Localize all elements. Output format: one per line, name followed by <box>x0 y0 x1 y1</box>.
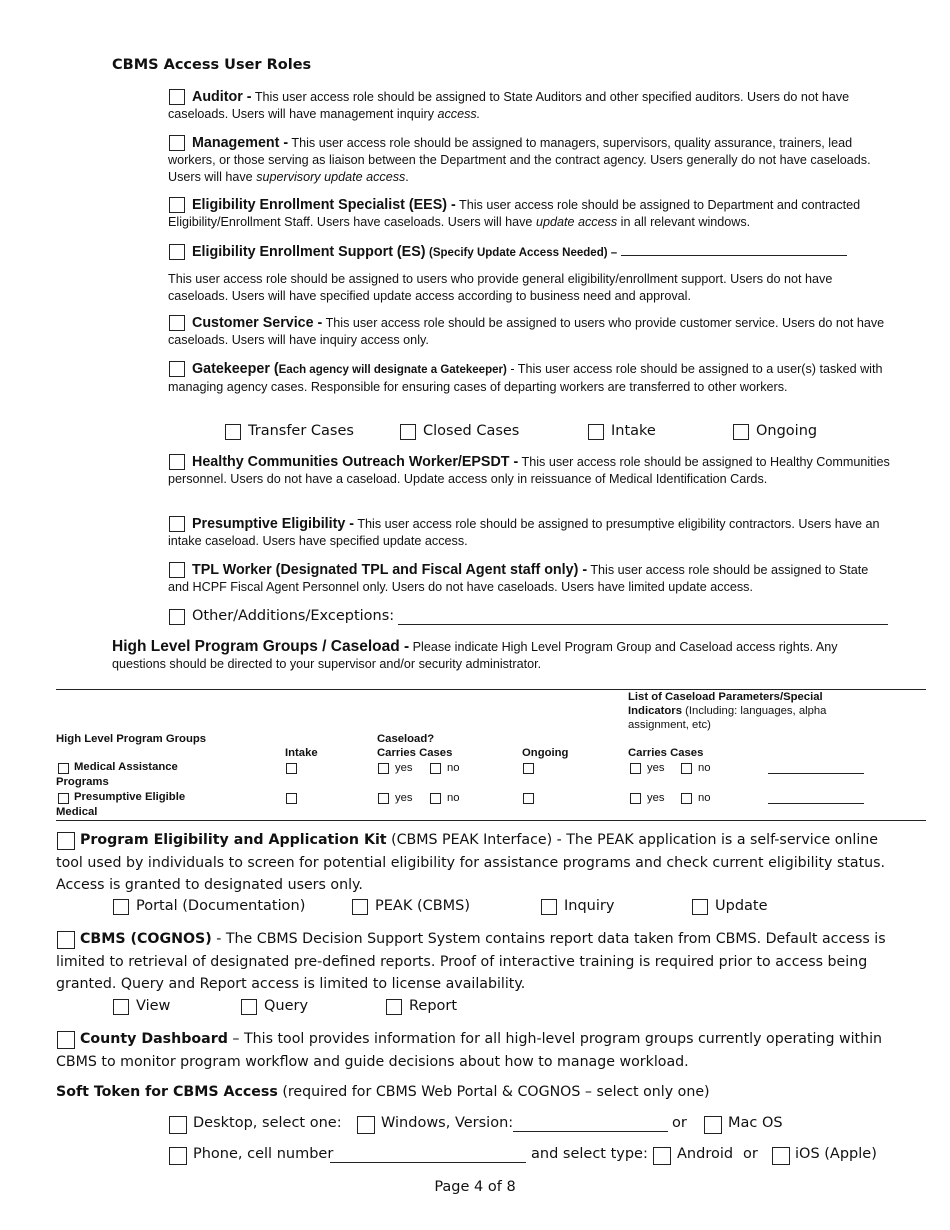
gatekeeper-intake-label: Intake <box>611 423 656 439</box>
desktop-label: Desktop, select one: <box>193 1115 342 1131</box>
peak-cbms-label: PEAK (CBMS) <box>375 898 471 914</box>
or-label: or <box>672 1115 687 1131</box>
ios-label: iOS (Apple) <box>795 1146 877 1162</box>
cognos-query-checkbox[interactable] <box>241 999 257 1015</box>
transfer-cases-label: Transfer Cases <box>248 423 354 439</box>
medical-assistance-ongoing-checkbox[interactable] <box>523 763 534 774</box>
row-label: Programs <box>56 776 109 788</box>
col-program-header: High Level Program Groups <box>56 733 207 745</box>
role-gatekeeper: Gatekeeper (Each agency will designate a Gatekeeper) - This user access role should be assigned to a user(s) tasked with managing agency cases. Responsible for ensuring cases of departing workers are transferred to other workers. <box>168 361 883 394</box>
peak-update-checkbox[interactable] <box>692 899 708 915</box>
row-label: Presumptive Eligible <box>74 791 186 803</box>
medical-assistance-carries-yes[interactable] <box>630 763 641 774</box>
role-customer-service: Customer Service - This user access role should be assigned to users who provide customer service. Users do not have caseloads. Users will have inquiry access only. <box>168 315 885 347</box>
cognos-description: CBMS (COGNOS) - The CBMS Decision Support System contains report data taken from CBMS. Default access is limited to retrieval of designated pre-defined reports. Proof of interactive training is required prior to access being granted. Query and Report access is limited to license availability. <box>56 931 886 992</box>
yes-label: yes <box>647 792 665 804</box>
role-tpl-worker: TPL Worker (Designated TPL and Fiscal Agent staff only) - This user access role should be assigned to State and HCPF Fiscal Agent Personnel only. Users do not have caseloads. Users have limited update access. <box>168 562 869 594</box>
county-dashboard-description: County Dashboard – This tool provides information for all high-level program groups currently operating within CBMS to monitor program workflow and guide decisions about how to manage workload. <box>56 1031 883 1070</box>
desktop-checkbox[interactable] <box>169 1116 187 1134</box>
android-label: Android <box>677 1146 734 1162</box>
peak-inquiry-label: Inquiry <box>564 898 615 914</box>
cell-number-line[interactable] <box>330 1162 526 1163</box>
cognos-query-label: Query <box>264 998 309 1014</box>
col-ongoing-header: Ongoing <box>522 747 569 759</box>
section-title: CBMS Access User Roles <box>112 57 312 73</box>
presumptive-eligible-carries-yes[interactable] <box>630 793 641 804</box>
portal-documentation-checkbox[interactable] <box>113 899 129 915</box>
row-label: Medical Assistance <box>74 761 178 773</box>
no-label: no <box>447 792 460 804</box>
role-es-heading: Eligibility Enrollment Support (ES) (Specify Update Access Needed) – <box>168 244 890 262</box>
gatekeeper-ongoing-checkbox[interactable] <box>733 424 749 440</box>
no-label: no <box>447 762 460 774</box>
closed-cases-label: Closed Cases <box>423 423 520 439</box>
closed-cases-checkbox[interactable] <box>400 424 416 440</box>
role-healthy-communities: Healthy Communities Outreach Worker/EPSDT - This user access role should be assigned to Healthy Communities personnel. Users do not have a caseload. Update access only in reissuance of Medical Identification Cards. <box>168 454 890 486</box>
windows-version-line[interactable] <box>513 1131 668 1132</box>
role-es-text: This user access role should be assigned to users who provide general eligibility/enrollment support. Users do not have caseloads. Users will have specified update access according to business need and approval. <box>168 272 833 303</box>
mac-os-checkbox[interactable] <box>704 1116 722 1134</box>
medical-assistance-carries-no[interactable] <box>681 763 692 774</box>
other-line[interactable] <box>398 624 888 625</box>
presumptive-eligible-parameters-line[interactable] <box>768 803 864 804</box>
peak-update-label: Update <box>715 898 768 914</box>
soft-token-heading: Soft Token for CBMS Access (required for CBMS Web Portal & COGNOS – select only one) <box>56 1084 710 1100</box>
medical-assistance-caseload-yes[interactable] <box>378 763 389 774</box>
presumptive-eligible-checkbox[interactable] <box>58 793 69 804</box>
gatekeeper-ongoing-label: Ongoing <box>756 423 818 439</box>
no-label: no <box>698 762 711 774</box>
windows-checkbox[interactable] <box>357 1116 375 1134</box>
role-ees: Eligibility Enrollment Specialist (EES) - This user access role should be assigned to Department and contracted Eligibility/Enrollment Staff. Users have caseloads. Users will have update access in all relevant windows. <box>168 197 861 229</box>
mac-os-label: Mac OS <box>728 1115 783 1131</box>
other-checkbox[interactable] <box>169 609 185 625</box>
cognos-view-checkbox[interactable] <box>113 999 129 1015</box>
ios-checkbox[interactable] <box>772 1147 790 1165</box>
peak-description: Program Eligibility and Application Kit (CBMS PEAK Interface) - The PEAK application is a self-service online tool used by individuals to screen for potential eligibility for assistance programs and check current eligibility status. Access is granted to designated users only. <box>56 832 886 893</box>
phone-checkbox[interactable] <box>169 1147 187 1165</box>
medical-assistance-caseload-no[interactable] <box>430 763 441 774</box>
table-bottom-rule <box>56 820 926 821</box>
cognos-report-checkbox[interactable] <box>386 999 402 1015</box>
medical-assistance-parameters-line[interactable] <box>768 773 864 774</box>
gatekeeper-intake-checkbox[interactable] <box>588 424 604 440</box>
other-label: Other/Additions/Exceptions: <box>192 608 395 624</box>
col-carries-header: Carries Cases <box>628 747 704 759</box>
col-intake-header: Intake <box>285 747 318 759</box>
medical-assistance-intake-checkbox[interactable] <box>286 763 297 774</box>
role-management: Management - This user access role should be assigned to managers, supervisors, quality assurance, trainers, lead workers, or those serving as liaison between the Department and the contract agency. Users generally do not have caseloads. Users will have supervisory update access. <box>168 135 871 184</box>
yes-label: yes <box>647 762 665 774</box>
transfer-cases-checkbox[interactable] <box>225 424 241 440</box>
presumptive-eligible-caseload-no[interactable] <box>430 793 441 804</box>
windows-label: Windows, Version: <box>381 1115 514 1131</box>
yes-label: yes <box>395 762 413 774</box>
cognos-view-label: View <box>136 998 171 1014</box>
role-auditor: Auditor - This user access role should be assigned to State Auditors and other specified auditors. Users do not have caseloads. Users will have management inquiry access. <box>168 89 850 121</box>
medical-assistance-checkbox[interactable] <box>58 763 69 774</box>
phone-label: Phone, cell number <box>193 1146 334 1162</box>
peak-inquiry-checkbox[interactable] <box>541 899 557 915</box>
or-label: or <box>743 1146 758 1162</box>
col-list-header: List of Caseload Parameters/Special Indicators (Including: languages, alpha assignment, etc) <box>628 691 827 731</box>
row-label: Medical <box>56 806 98 818</box>
es-update-access-line[interactable] <box>621 244 847 256</box>
col-caseload-header-1: Caseload? <box>377 733 435 745</box>
android-checkbox[interactable] <box>653 1147 671 1165</box>
select-type-label: and select type: <box>531 1146 648 1162</box>
presumptive-eligible-carries-no[interactable] <box>681 793 692 804</box>
presumptive-eligible-caseload-yes[interactable] <box>378 793 389 804</box>
col-caseload-header-2: Carries Cases <box>377 747 453 759</box>
peak-cbms-checkbox[interactable] <box>352 899 368 915</box>
presumptive-eligible-intake-checkbox[interactable] <box>286 793 297 804</box>
role-presumptive-eligibility: Presumptive Eligibility - This user access role should be assigned to presumptive eligibility contractors. Users have an intake caseload. Users have specified update access. <box>168 516 880 548</box>
no-label: no <box>698 792 711 804</box>
hlpg-intro: High Level Program Groups / Caseload - Please indicate High Level Program Group and Caseload access rights. Any questions should be directed to your supervisor and/or security administrator. <box>112 638 838 671</box>
presumptive-eligible-ongoing-checkbox[interactable] <box>523 793 534 804</box>
yes-label: yes <box>395 792 413 804</box>
portal-documentation-label: Portal (Documentation) <box>136 898 306 914</box>
cognos-report-label: Report <box>409 998 458 1014</box>
page-number: Page 4 of 8 <box>434 1179 516 1195</box>
